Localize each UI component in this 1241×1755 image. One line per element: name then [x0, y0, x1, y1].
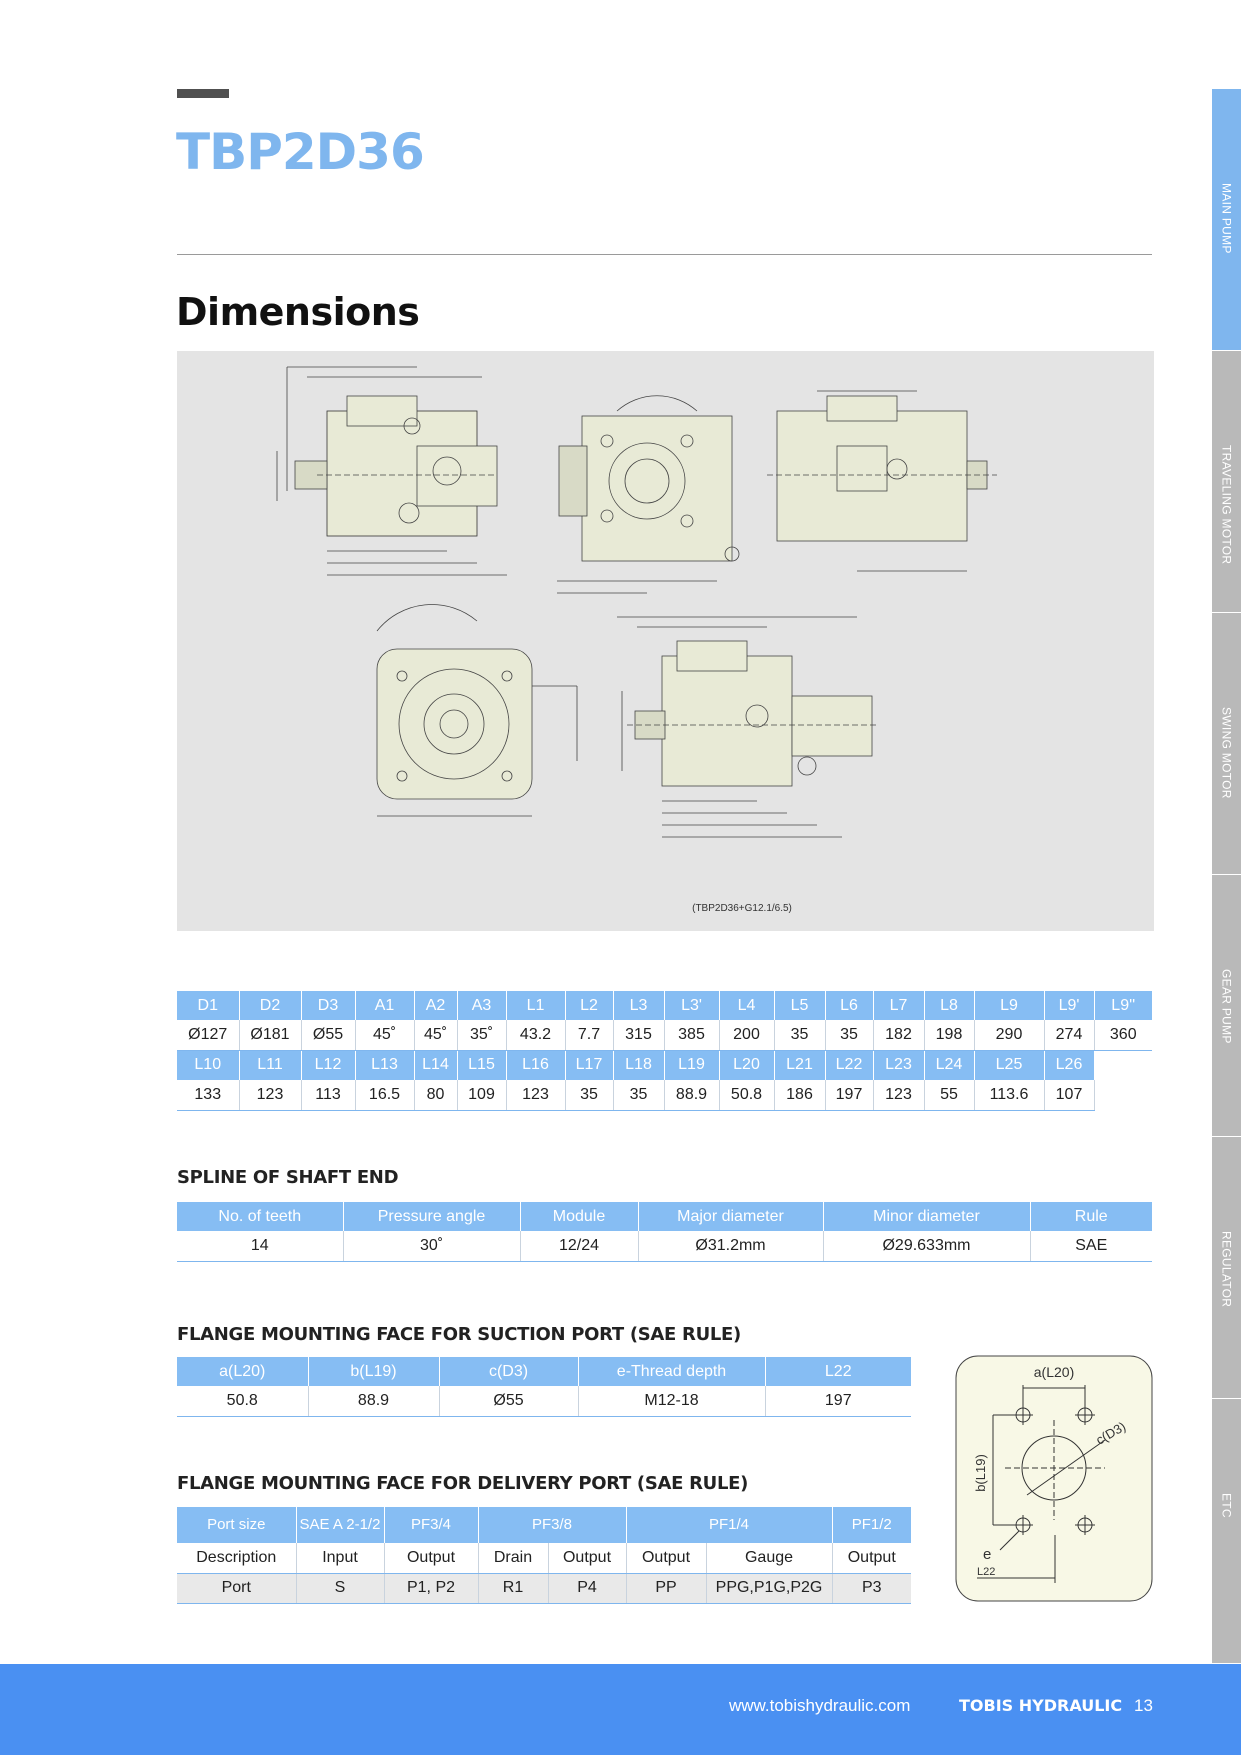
table-cell: Gauge: [706, 1543, 832, 1573]
table-header: L9: [974, 991, 1044, 1020]
table-cell: 35: [613, 1080, 664, 1110]
table-header: Rule: [1030, 1202, 1152, 1231]
dimensions-table: [177, 991, 1152, 1111]
table-cell: Output: [626, 1543, 706, 1573]
table-cell: 30˚: [343, 1231, 520, 1261]
table-cell: 88.9: [308, 1386, 439, 1416]
table-header: L6: [825, 991, 873, 1020]
table-cell: 80: [414, 1080, 457, 1110]
table-cell: PP: [626, 1573, 706, 1603]
table-cell: Ø55: [301, 1020, 355, 1050]
table-cell: 197: [765, 1386, 911, 1416]
side-tab-gear-pump[interactable]: GEAR PUMP: [1212, 875, 1241, 1137]
table-cell: 182: [873, 1020, 924, 1050]
drawing-caption: (TBP2D36+G12.1/6.5): [692, 903, 792, 914]
table-cell: Ø55: [439, 1386, 578, 1416]
table-header: L23: [873, 1050, 924, 1080]
side-tab-regulator[interactable]: REGULATOR: [1212, 1137, 1241, 1399]
dimensions-header-row-2: [177, 1050, 1152, 1080]
table-header: Pressure angle: [343, 1202, 520, 1231]
table-header: A1: [355, 991, 414, 1020]
table-cell: 123: [239, 1080, 301, 1110]
table-cell: Input: [296, 1543, 384, 1573]
table-header: L2: [565, 991, 613, 1020]
table-cell: Description: [177, 1543, 296, 1573]
table-header: L25: [974, 1050, 1044, 1080]
table-header: PF1/2: [832, 1507, 911, 1543]
table-cell: 88.9: [664, 1080, 719, 1110]
table-cell: Ø127: [177, 1020, 239, 1050]
table-cell: 186: [774, 1080, 825, 1110]
page-number: 13: [1134, 1696, 1153, 1715]
table-cell: 385: [664, 1020, 719, 1050]
table-header: PF1/4: [626, 1507, 832, 1543]
suction-port-heading: FLANGE MOUNTING FACE FOR SUCTION PORT (SAE RULE): [177, 1324, 741, 1345]
table-cell: 198: [924, 1020, 974, 1050]
title-divider: [177, 254, 1152, 255]
flange-label-b: b(L19): [973, 1454, 988, 1492]
table-cell: 290: [974, 1020, 1044, 1050]
table-header: No. of teeth: [177, 1202, 343, 1231]
table-cell: 123: [506, 1080, 565, 1110]
table-cell: 200: [719, 1020, 774, 1050]
table-header: SAE A 2-1/2: [296, 1507, 384, 1543]
table-cell: S: [296, 1573, 384, 1603]
flange-label-l22: L22: [977, 1566, 996, 1578]
section-title: Dimensions: [176, 290, 420, 334]
table-cell: Output: [832, 1543, 911, 1573]
delivery-port-heading: FLANGE MOUNTING FACE FOR DELIVERY PORT (SAE RULE): [177, 1473, 749, 1494]
table-header: L3': [664, 991, 719, 1020]
table-cell: P1, P2: [384, 1573, 478, 1603]
table-cell: 45˚: [414, 1020, 457, 1050]
table-header: Minor diameter: [823, 1202, 1030, 1231]
table-header: L5: [774, 991, 825, 1020]
table-cell: 14: [177, 1231, 343, 1261]
table-cell: 113.6: [974, 1080, 1044, 1110]
flange-diagram: [955, 1355, 1153, 1602]
table-header: L7: [873, 991, 924, 1020]
table-header: L19: [664, 1050, 719, 1080]
table-cell: 35: [565, 1080, 613, 1110]
table-cell: 12/24: [520, 1231, 638, 1261]
table-cell: Port: [177, 1573, 296, 1603]
table-header: PF3/4: [384, 1507, 478, 1543]
table-header: Port size: [177, 1507, 296, 1543]
footer-website-link[interactable]: www.tobishydraulic.com: [729, 1696, 911, 1715]
table-cell: 197: [825, 1080, 873, 1110]
empty-cell: [1094, 1050, 1152, 1080]
dimensions-value-row-2: [177, 1080, 1152, 1110]
table-cell: Ø181: [239, 1020, 301, 1050]
model-title: TBP2D36: [176, 123, 424, 181]
table-cell: Output: [384, 1543, 478, 1573]
table-header: L9'': [1094, 991, 1152, 1020]
table-cell: Ø29.633mm: [823, 1231, 1030, 1261]
table-header: a(L20): [177, 1357, 308, 1386]
table-cell: 35˚: [457, 1020, 506, 1050]
table-cell: 315: [613, 1020, 664, 1050]
rear-view-drawing: [767, 391, 997, 571]
table-cell: 16.5: [355, 1080, 414, 1110]
table-header: PF3/8: [478, 1507, 626, 1543]
table-cell: 35: [774, 1020, 825, 1050]
table-header: L13: [355, 1050, 414, 1080]
table-header: L24: [924, 1050, 974, 1080]
suction-port-table: [177, 1357, 911, 1417]
table-cell: 43.2: [506, 1020, 565, 1050]
table-cell: 55: [924, 1080, 974, 1110]
flange-label-c: c(D3): [1093, 1418, 1129, 1448]
table-header: L17: [565, 1050, 613, 1080]
flange-label-e: e: [983, 1546, 992, 1563]
spline-table: [177, 1202, 1152, 1262]
side-tab-traveling-motor[interactable]: TRAVELING MOTOR: [1212, 351, 1241, 613]
side-nav: [1212, 89, 1241, 1664]
table-header: L12: [301, 1050, 355, 1080]
pump-drawing-illustration: [177, 351, 1154, 931]
table-cell: M12-18: [578, 1386, 765, 1416]
table-header: D2: [239, 991, 301, 1020]
table-cell: 360: [1094, 1020, 1152, 1050]
table-header: L21: [774, 1050, 825, 1080]
table-cell: P4: [548, 1573, 626, 1603]
table-cell: 107: [1044, 1080, 1094, 1110]
table-header: L20: [719, 1050, 774, 1080]
flange-front-view-drawing: [377, 604, 577, 816]
footer-brand: TOBIS HYDRAULIC: [959, 1696, 1123, 1715]
table-header: L22: [765, 1357, 911, 1386]
table-header: D3: [301, 991, 355, 1020]
table-header: b(L19): [308, 1357, 439, 1386]
table-cell: Ø31.2mm: [638, 1231, 823, 1261]
table-header: L1: [506, 991, 565, 1020]
table-cell: SAE: [1030, 1231, 1152, 1261]
table-cell: 35: [825, 1020, 873, 1050]
front-view-drawing: [557, 396, 739, 593]
table-header: A2: [414, 991, 457, 1020]
table-header: L9': [1044, 991, 1094, 1020]
table-cell: P3: [832, 1573, 911, 1603]
table-cell: R1: [478, 1573, 548, 1603]
table-cell: PPG,P1G,P2G: [706, 1573, 832, 1603]
table-cell: Drain: [478, 1543, 548, 1573]
table-cell: 50.8: [177, 1386, 308, 1416]
table-header: D1: [177, 991, 239, 1020]
table-header: L4: [719, 991, 774, 1020]
table-cell: 123: [873, 1080, 924, 1110]
table-header: L16: [506, 1050, 565, 1080]
table-cell: 133: [177, 1080, 239, 1110]
table-cell: 45˚: [355, 1020, 414, 1050]
dimension-drawing: [177, 351, 1154, 931]
table-header: L26: [1044, 1050, 1094, 1080]
table-cell: 274: [1044, 1020, 1094, 1050]
table-header: L10: [177, 1050, 239, 1080]
table-header: L11: [239, 1050, 301, 1080]
side-view-drawing: [277, 367, 507, 575]
side-view-with-gear-pump-drawing: [617, 617, 877, 837]
footer: [0, 1664, 1241, 1755]
dimensions-value-row-1: [177, 1020, 1152, 1050]
table-cell: Output: [548, 1543, 626, 1573]
table-header: Module: [520, 1202, 638, 1231]
table-header: c(D3): [439, 1357, 578, 1386]
table-header: L3: [613, 991, 664, 1020]
table-header: L14: [414, 1050, 457, 1080]
side-tab-main-pump[interactable]: MAIN PUMP: [1212, 89, 1241, 351]
table-header: Major diameter: [638, 1202, 823, 1231]
table-header: L8: [924, 991, 974, 1020]
table-cell: 113: [301, 1080, 355, 1110]
table-cell: 7.7: [565, 1020, 613, 1050]
table-header: L15: [457, 1050, 506, 1080]
dimensions-header-row-1: [177, 991, 1152, 1020]
side-tab-etc[interactable]: ETC: [1212, 1399, 1241, 1664]
empty-cell: [1094, 1080, 1152, 1110]
delivery-port-table: [177, 1507, 911, 1604]
spline-heading: SPLINE OF SHAFT END: [177, 1167, 399, 1188]
flange-label-a: a(L20): [1033, 1364, 1075, 1380]
table-header: L22: [825, 1050, 873, 1080]
table-header: A3: [457, 991, 506, 1020]
side-tab-swing-motor[interactable]: SWING MOTOR: [1212, 613, 1241, 875]
table-header: e-Thread depth: [578, 1357, 765, 1386]
accent-bar: [177, 89, 229, 98]
table-cell: 50.8: [719, 1080, 774, 1110]
table-cell: 109: [457, 1080, 506, 1110]
table-header: L18: [613, 1050, 664, 1080]
